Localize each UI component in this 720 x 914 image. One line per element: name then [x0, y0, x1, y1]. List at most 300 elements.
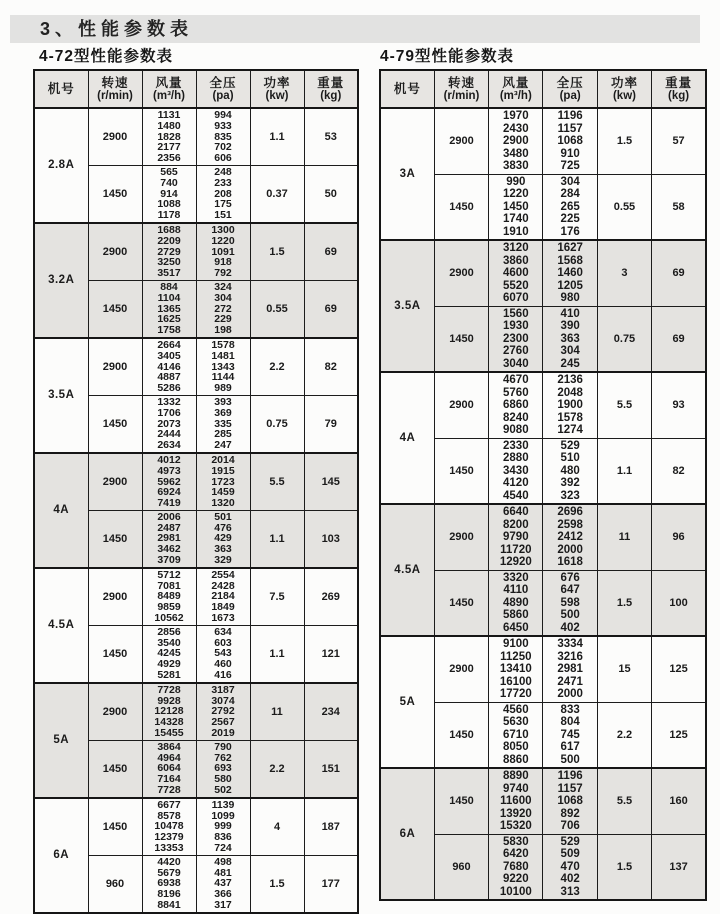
pressure-cell-value: 390	[560, 320, 580, 332]
airflow-cell-value: 15320	[499, 820, 532, 832]
airflow-cell-value: 4560	[503, 703, 529, 716]
pressure-cell-value: 617	[560, 741, 580, 753]
pressure-cell-value: 3216	[557, 650, 583, 663]
airflow-cell-value: 17720	[499, 688, 532, 700]
pressure-cell-value: 402	[560, 873, 580, 885]
airflow-cell-value: 7081	[157, 579, 181, 592]
power-cell: 0.55	[250, 280, 304, 337]
pressure-cell-value: 2598	[557, 518, 583, 531]
airflow-cell-value: 5962	[157, 475, 181, 488]
power-cell: 1.5	[250, 855, 304, 912]
power-cell: 2.2	[250, 338, 304, 395]
speed-cell: 1450	[434, 306, 488, 372]
pressure-cell	[196, 683, 250, 740]
pressure-cell-value: 501	[214, 510, 232, 523]
pressure-cell-value: 480	[560, 464, 580, 477]
pressure-cell-value: 1900	[557, 399, 583, 411]
pressure-cell-value: 1460	[557, 267, 583, 279]
airflow-cell-value: 16100	[499, 675, 532, 688]
airflow-cell-value: 13353	[154, 842, 184, 854]
pressure-cell-value: 284	[560, 188, 580, 200]
pressure-cell-value: 910	[560, 147, 580, 160]
airflow-cell-value: 4973	[157, 464, 181, 477]
pressure-cell-value: 1568	[557, 254, 583, 267]
pressure-cell-value: 500	[560, 609, 580, 621]
pressure-cell-value: 363	[214, 543, 232, 556]
airflow-cell-value: 9928	[157, 694, 181, 707]
airflow-cell-value: 7728	[157, 683, 181, 696]
pressure-cell-value: 208	[214, 187, 232, 200]
pressure-cell-value: 2696	[557, 506, 583, 518]
weight-cell: 69	[304, 223, 358, 280]
data-row-4.5A-2900	[380, 504, 706, 570]
airflow-cell-value: 3709	[157, 554, 181, 567]
airflow-cell-value: 3405	[157, 349, 181, 362]
airflow-cell-value: 3540	[157, 636, 181, 649]
airflow-cell-value: 2330	[503, 439, 529, 452]
pressure-cell	[196, 798, 250, 855]
header-row	[34, 70, 358, 108]
airflow-cell-value: 6450	[503, 621, 529, 634]
pressure-cell-value: 476	[214, 521, 232, 534]
pressure-cell-value: 393	[214, 395, 232, 408]
airflow-cell	[142, 395, 196, 452]
speed-cell: 2900	[434, 108, 488, 174]
pressure-cell-value: 500	[560, 753, 580, 766]
airflow-cell-value: 4120	[503, 477, 529, 489]
data-row-3A-2900	[380, 108, 706, 174]
airflow-cell-value: 4146	[157, 360, 181, 373]
pressure-cell-value: 580	[214, 773, 232, 786]
airflow-cell-value: 2487	[157, 521, 181, 534]
pressure-cell-value: 745	[560, 728, 580, 741]
pressure-cell-value: 324	[214, 280, 232, 293]
pressure-cell-value: 304	[560, 175, 580, 188]
weight-cell: 151	[304, 740, 358, 797]
pressure-cell-value: 706	[560, 820, 580, 832]
pressure-cell-value: 792	[214, 267, 232, 280]
pressure-cell-value: 1205	[557, 279, 583, 292]
weight-cell: 69	[304, 280, 358, 337]
airflow-cell-value: 5860	[503, 609, 529, 621]
power-cell: 0.37	[250, 165, 304, 222]
airflow-cell-value: 740	[160, 176, 178, 189]
table-section-4-72	[33, 44, 359, 914]
power-cell: 5.5	[250, 453, 304, 510]
data-row-2.8A-2900	[34, 108, 358, 165]
airflow-cell-value: 8196	[157, 888, 181, 901]
pressure-cell-value: 1343	[211, 360, 235, 373]
pressure-cell-value: 2019	[211, 727, 235, 740]
pressure-cell-value: 1274	[557, 424, 583, 436]
pressure-cell-value: 329	[214, 554, 232, 567]
pressure-cell	[543, 504, 597, 570]
airflow-cell-value: 2006	[157, 510, 181, 523]
weight-cell: 100	[652, 570, 706, 636]
airflow-cell-value: 7728	[157, 784, 181, 797]
pressure-cell-value: 498	[214, 855, 232, 868]
pressure-cell-value: 429	[214, 532, 232, 545]
airflow-cell-value: 9080	[503, 424, 529, 436]
pressure-cell-value: 392	[560, 477, 580, 489]
pressure-cell-value: 402	[560, 621, 580, 634]
pressure-cell-value: 369	[214, 406, 232, 419]
data-row-5A-2900	[380, 636, 706, 702]
pressure-cell-value: 606	[214, 152, 232, 165]
pressure-cell-value: 248	[214, 165, 232, 178]
airflow-cell-value: 4012	[157, 453, 181, 466]
data-row-3.5A-2900	[34, 338, 358, 395]
pressure-cell-value: 481	[214, 866, 232, 879]
pressure-cell	[543, 174, 597, 240]
pressure-cell-value: 999	[214, 820, 232, 833]
pressure-cell-value: 1300	[211, 223, 235, 236]
pressure-cell-value: 272	[214, 302, 232, 315]
speed-cell: 1450	[88, 625, 142, 682]
airflow-cell-value: 1178	[157, 209, 181, 222]
weight-cell: 82	[304, 338, 358, 395]
pressure-cell	[196, 510, 250, 567]
pressure-cell-value: 2048	[557, 386, 583, 399]
power-cell: 1.1	[250, 108, 304, 165]
airflow-cell-value: 4929	[157, 658, 181, 671]
speed-cell: 960	[434, 834, 488, 900]
airflow-cell-value: 4110	[503, 584, 529, 596]
column-header-pressure: 全压 (pa)	[196, 70, 250, 108]
speed-cell: 1450	[88, 510, 142, 567]
airflow-cell-value: 884	[160, 280, 178, 293]
pressure-cell-value: 2567	[211, 716, 235, 729]
pressure-cell-value: 1068	[557, 135, 583, 147]
airflow-cell-value: 10100	[499, 885, 532, 898]
airflow-cell-value: 2444	[157, 428, 181, 441]
airflow-cell	[489, 570, 543, 636]
pressure-cell-value: 1481	[211, 349, 235, 362]
airflow-cell-value: 1560	[503, 307, 529, 320]
pressure-cell-value: 676	[560, 571, 580, 584]
airflow-cell-value: 6860	[503, 399, 529, 411]
pressure-cell-value: 543	[214, 647, 232, 660]
airflow-cell-value: 2634	[157, 439, 181, 452]
model-cell-5A: 5A	[380, 636, 434, 768]
column-header-airflow: 风量 (m³/h)	[489, 70, 543, 108]
airflow-cell-value: 12128	[154, 705, 184, 718]
power-cell: 1.1	[597, 438, 651, 504]
pressure-cell	[543, 768, 597, 834]
airflow-cell-value: 6924	[157, 486, 181, 499]
performance-table-4-72	[33, 69, 359, 914]
pressure-cell-value: 2428	[211, 579, 235, 592]
pressure-cell-value: 175	[214, 198, 232, 211]
airflow-cell	[489, 636, 543, 702]
power-cell: 3	[597, 240, 651, 306]
weight-cell: 177	[304, 855, 358, 912]
pressure-cell-value: 229	[214, 313, 232, 326]
airflow-cell	[489, 504, 543, 570]
airflow-cell-value: 4245	[157, 647, 181, 660]
pressure-cell-value: 2000	[557, 688, 583, 700]
power-cell: 11	[597, 504, 651, 570]
airflow-cell-value: 5286	[157, 382, 181, 395]
speed-cell: 960	[88, 855, 142, 912]
airflow-cell	[142, 855, 196, 912]
model-cell-3.2A: 3.2A	[34, 223, 88, 338]
speed-cell: 2900	[434, 636, 488, 702]
airflow-cell-value: 9220	[503, 873, 529, 885]
pressure-cell-value: 363	[560, 332, 580, 345]
airflow-cell-value: 1450	[503, 200, 529, 213]
weight-cell: 93	[652, 372, 706, 438]
speed-cell: 1450	[434, 174, 488, 240]
pressure-cell-value: 1099	[211, 809, 235, 822]
power-cell: 5.5	[597, 768, 651, 834]
weight-cell: 69	[652, 306, 706, 372]
pressure-cell-value: 2014	[211, 453, 235, 466]
speed-cell: 2900	[434, 240, 488, 306]
pressure-cell-value: 634	[214, 625, 232, 638]
pressure-cell-value: 1673	[211, 612, 235, 625]
table-subtitle-4-72: 4-72型性能参数表	[39, 48, 174, 65]
pressure-cell-value: 1196	[557, 770, 583, 782]
pressure-cell-value: 2184	[211, 590, 235, 603]
pressure-cell-value: 198	[214, 324, 232, 337]
airflow-cell-value: 10478	[154, 820, 184, 833]
pressure-cell-value: 790	[214, 740, 232, 753]
pressure-cell-value: 918	[214, 256, 232, 269]
weight-cell: 269	[304, 568, 358, 625]
airflow-cell-value: 13920	[499, 807, 532, 820]
airflow-cell-value: 1131	[157, 109, 181, 121]
power-cell: 15	[597, 636, 651, 702]
power-cell: 2.2	[597, 702, 651, 768]
power-cell: 1.1	[250, 510, 304, 567]
airflow-cell-value: 1910	[503, 225, 529, 238]
airflow-cell	[489, 834, 543, 900]
pressure-cell-value: 1723	[211, 475, 235, 488]
table-section-4-79	[379, 44, 707, 901]
power-cell: 1.5	[597, 570, 651, 636]
pressure-cell-value: 603	[214, 636, 232, 649]
weight-cell: 160	[652, 768, 706, 834]
pressure-cell-value: 313	[560, 885, 580, 898]
speed-cell: 1450	[88, 280, 142, 337]
weight-cell: 234	[304, 683, 358, 740]
airflow-cell-value: 12379	[154, 831, 184, 844]
pressure-cell	[196, 740, 250, 797]
speed-cell: 2900	[88, 453, 142, 510]
pressure-cell-value: 335	[214, 417, 232, 430]
column-header-airflow: 风量 (m³/h)	[142, 70, 196, 108]
pressure-cell-value: 285	[214, 428, 232, 441]
power-cell: 2.2	[250, 740, 304, 797]
column-header-model: 机号	[34, 70, 88, 108]
pressure-cell-value: 233	[214, 176, 232, 189]
pressure-cell-value: 1627	[557, 242, 583, 254]
data-row-5A-2900	[34, 683, 358, 740]
airflow-cell-value: 2356	[157, 152, 181, 165]
data-row-3.2A-2900	[34, 223, 358, 280]
airflow-cell-value: 5830	[503, 835, 529, 848]
weight-cell: 121	[304, 625, 358, 682]
speed-cell: 2900	[88, 568, 142, 625]
pressure-cell-value: 647	[560, 584, 580, 596]
airflow-cell-value: 4540	[503, 489, 529, 502]
weight-cell: 79	[304, 395, 358, 452]
weight-cell: 50	[304, 165, 358, 222]
airflow-cell-value: 1828	[157, 130, 181, 143]
airflow-cell-value: 3860	[503, 254, 529, 267]
airflow-cell	[489, 372, 543, 438]
airflow-cell-value: 3462	[157, 543, 181, 556]
airflow-cell-value: 6064	[157, 762, 181, 775]
speed-cell: 2900	[88, 338, 142, 395]
pressure-cell	[543, 702, 597, 768]
weight-cell: 125	[652, 636, 706, 702]
pressure-cell-value: 247	[214, 439, 232, 452]
airflow-cell-value: 2880	[503, 452, 529, 464]
pressure-cell-value: 529	[560, 835, 580, 848]
speed-cell: 1450	[88, 395, 142, 452]
airflow-cell	[142, 740, 196, 797]
airflow-cell-value: 2209	[157, 234, 181, 247]
pressure-cell-value: 1157	[557, 122, 583, 135]
model-cell-6A: 6A	[380, 768, 434, 900]
airflow-cell-value: 1688	[157, 223, 181, 236]
column-header-speed: 转速 (r/min)	[88, 70, 142, 108]
pressure-cell-value: 835	[214, 130, 232, 143]
airflow-cell-value: 1625	[157, 313, 181, 326]
speed-cell: 1450	[434, 438, 488, 504]
pressure-cell-value: 725	[560, 160, 580, 172]
pressure-cell-value: 1068	[557, 795, 583, 807]
pressure-cell-value: 245	[560, 357, 580, 370]
pressure-cell-value: 366	[214, 888, 232, 901]
table-subtitle-4-79: 4-79型性能参数表	[380, 48, 515, 65]
pressure-cell	[543, 636, 597, 702]
pressure-cell	[196, 280, 250, 337]
airflow-cell-value: 9790	[503, 531, 529, 543]
weight-cell: 96	[652, 504, 706, 570]
airflow-cell-value: 6420	[503, 848, 529, 860]
model-cell-3.5A: 3.5A	[380, 240, 434, 372]
airflow-cell-value: 1480	[157, 119, 181, 132]
airflow-cell-value: 8860	[503, 753, 529, 766]
speed-cell: 1450	[434, 768, 488, 834]
model-cell-3A: 3A	[380, 108, 434, 240]
airflow-cell-value: 2981	[157, 532, 181, 545]
airflow-cell-value: 3040	[503, 357, 529, 370]
airflow-cell-value: 4420	[157, 855, 181, 868]
airflow-cell-value: 2073	[157, 417, 181, 430]
pressure-cell-value: 1459	[211, 486, 235, 499]
model-cell-5A: 5A	[34, 683, 88, 798]
pressure-cell-value: 1578	[211, 338, 235, 351]
pressure-cell-value: 1578	[557, 411, 583, 424]
pressure-cell-value: 2792	[211, 705, 235, 718]
airflow-cell-value: 565	[160, 165, 178, 178]
pressure-cell-value: 693	[214, 762, 232, 775]
speed-cell: 2900	[88, 108, 142, 165]
pressure-cell-value: 304	[560, 345, 580, 357]
airflow-cell	[142, 223, 196, 280]
pressure-cell-value: 1196	[557, 110, 583, 122]
speed-cell: 2900	[88, 683, 142, 740]
pressure-cell-value: 2000	[557, 543, 583, 556]
airflow-cell-value: 1365	[157, 302, 181, 315]
airflow-cell-value: 3320	[503, 571, 529, 584]
power-cell: 1.1	[250, 625, 304, 682]
airflow-cell	[142, 683, 196, 740]
pressure-cell-value: 989	[214, 382, 232, 395]
section-title-bar	[10, 15, 700, 43]
airflow-cell-value: 4670	[503, 374, 529, 386]
pressure-cell-value: 762	[214, 751, 232, 764]
power-cell: 1.5	[250, 223, 304, 280]
weight-cell: 58	[652, 174, 706, 240]
airflow-cell-value: 2900	[503, 135, 529, 147]
data-row-3.5A-2900	[380, 240, 706, 306]
speed-cell: 1450	[434, 702, 488, 768]
power-cell: 5.5	[597, 372, 651, 438]
airflow-cell-value: 2430	[503, 122, 529, 135]
pressure-cell	[543, 240, 597, 306]
data-row-4A-2900	[34, 453, 358, 510]
pressure-cell-value: 1320	[211, 497, 235, 510]
airflow-cell-value: 3864	[157, 740, 181, 753]
airflow-cell-value: 1970	[503, 110, 529, 122]
airflow-cell-value: 13410	[499, 663, 532, 675]
model-cell-4.5A: 4.5A	[380, 504, 434, 636]
airflow-cell-value: 3120	[503, 242, 529, 254]
model-cell-4A: 4A	[34, 453, 88, 568]
airflow-cell-value: 8240	[503, 411, 529, 424]
airflow-cell	[142, 108, 196, 165]
model-cell-4.5A: 4.5A	[34, 568, 88, 683]
pressure-cell-value: 502	[214, 784, 232, 797]
pressure-cell	[196, 453, 250, 510]
weight-cell: 69	[652, 240, 706, 306]
airflow-cell	[142, 798, 196, 855]
airflow-cell-value: 8050	[503, 741, 529, 753]
airflow-cell-value: 4887	[157, 371, 181, 384]
pressure-cell-value: 804	[560, 716, 580, 728]
airflow-cell-value: 8200	[503, 518, 529, 531]
airflow-cell	[489, 702, 543, 768]
pressure-cell	[543, 372, 597, 438]
airflow-cell-value: 5630	[503, 716, 529, 728]
airflow-cell	[142, 165, 196, 222]
airflow-cell	[489, 174, 543, 240]
airflow-cell-value: 2760	[503, 345, 529, 357]
airflow-cell-value: 990	[506, 175, 526, 188]
weight-cell: 145	[304, 453, 358, 510]
column-header-power: 功率 (kw)	[250, 70, 304, 108]
pressure-cell-value: 470	[560, 860, 580, 873]
airflow-cell-value: 8841	[157, 898, 181, 911]
airflow-cell-value: 6938	[157, 877, 181, 890]
power-cell: 0.75	[250, 395, 304, 452]
power-cell: 1.5	[597, 834, 651, 900]
airflow-cell-value: 7680	[503, 860, 529, 873]
speed-cell: 1450	[88, 798, 142, 855]
column-header-pressure: 全压 (pa)	[543, 70, 597, 108]
pressure-cell	[196, 855, 250, 912]
pressure-cell-value: 323	[560, 489, 580, 502]
column-header-weight: 重量 (kg)	[304, 70, 358, 108]
airflow-cell-value: 1088	[157, 198, 181, 211]
airflow-cell-value: 5520	[503, 279, 529, 292]
pressure-cell-value: 1144	[211, 371, 235, 384]
